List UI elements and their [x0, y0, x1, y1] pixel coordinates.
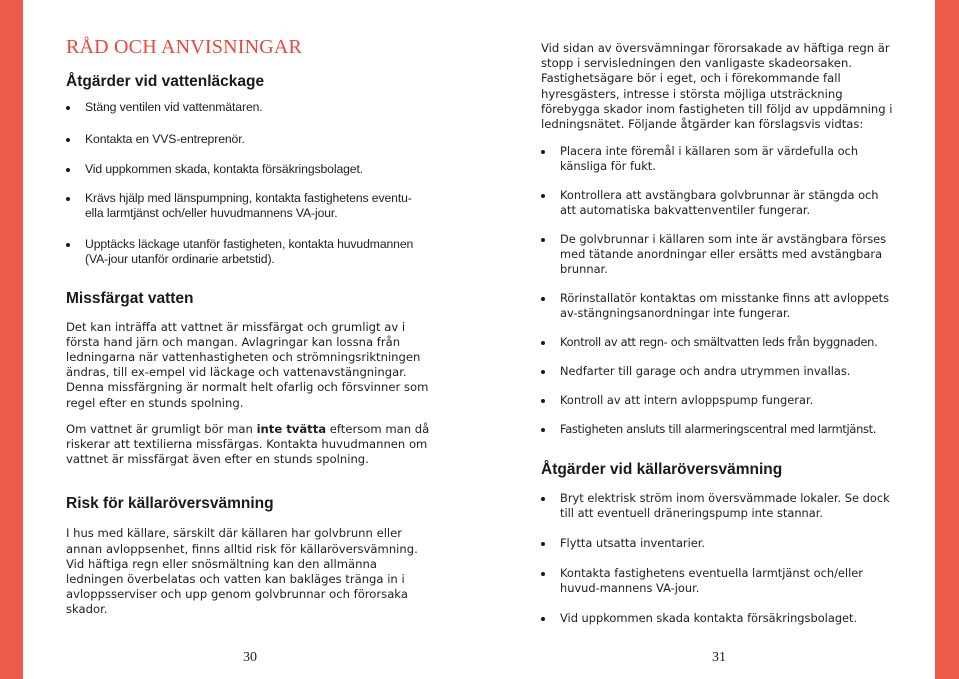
list-item: Kontakta en VVS-entreprenör. [66, 132, 436, 148]
list-item: Nedfarter till garage och andra utrymmen invallas. [541, 364, 895, 379]
flood-risk-paragraph: I hus med källare, särskilt där källaren har golvbrunn eller annan avloppsenhet, finns alltid risk för källaröversvämning. Vid häftiga regn eller snösmältning kan den allmänna ledningen överbelatas och vatten kan bakläges tränga in i avloppsserviser och upp genom golvbrunnar och förorsaka skador. [66, 526, 418, 617]
intro-paragraph: Vid sidan av översvämningar förorsakade av häftiga regn är stopp i servisledningen den vanligaste skadeorsaken. Fastighetsägare bör i eget, och i förekommande fall hyresgästers, intresse i största möjliga utsträckning förebygga skador inom fastigheten till följd av uppdämning i ledningsnätet. Följande åtgärder kan förslagsvis vidtas: [541, 41, 893, 132]
page-number-right: 31 [712, 650, 726, 665]
right-accent-bar [935, 0, 959, 679]
water-text-post: eftersom man då riskerar att textilierna missfärgas. Kontakta huvudmannen om vattnet är missfärgat även efter en stunds spolning. [66, 421, 430, 467]
list-item: Fastigheten ansluts till alarmeringscentral med larmtjänst. [541, 422, 895, 437]
flood-risk-heading: Risk för källaröversvämning [66, 495, 274, 513]
list-item: Kontrollera att avstängbara golvbrunnar är stängda och att automatiska bakvattenventiler fungerar. [541, 188, 895, 218]
list-item: Rörinstallatör kontaktas om misstanke finns att avloppets av-stängningsanordningar inte fungerar. [541, 291, 895, 321]
list-item: Vid uppkommen skada, kontakta försäkringsbolaget. [66, 162, 436, 178]
left-page [66, 36, 436, 618]
water-text-bold: inte tvätta [256, 421, 327, 436]
water-paragraph-1: Det kan inträffa att vattnet är missfärgat och grumligt av i första hand järn och mangan. Avlagringar kan lossna från ledningarna när vattenhastigheten och strömningsriktningen ändras, till ex-empel vid läckage och vattenavstängningar. Denna missfärgning är normalt helt ofarlig och försvinner som regel efter en stunds spolning. [66, 319, 429, 410]
leak-list [66, 100, 436, 268]
left-accent-bar [0, 0, 23, 679]
list-item: Bryt elektrisk ström inom översvämmade lokaler. Se dock till att eventuell dräneringspump inte stannar. [541, 491, 895, 521]
page-title: RÅD OCH ANVISNINGAR [66, 36, 303, 58]
page-number-left: 30 [243, 650, 257, 665]
water-paragraph-2 [66, 422, 436, 468]
list-item: Krävs hjälp med länspumpning, kontakta fastighetens eventu- ella larmtjänst och/eller huvudmannens VA-jour. [66, 191, 436, 222]
list-item: Kontroll av att regn- och smältvatten leds från byggnaden. [541, 335, 895, 350]
list-item: Flytta utsatta inventarier. [541, 536, 895, 551]
list-item: Kontroll av att intern avloppspump fungerar. [541, 393, 895, 408]
water-heading: Missfärgat vatten [66, 289, 194, 307]
list-item: Kontakta fastighetens eventuella larmtjänst och/eller huvud-mannens VA-jour. [541, 566, 895, 596]
right-page [541, 41, 895, 641]
list-item: Upptäcks läckage utanför fastigheten, kontakta huvudmannen (VA-jour utanför ordinarie arbetstid). [66, 237, 436, 268]
list-item: Placera inte föremål i källaren som är värdefulla och känsliga för fukt. [541, 144, 895, 174]
water-text-pre: Om vattnet är grumligt bör man [66, 421, 257, 436]
measures-list [541, 144, 895, 437]
list-item: De golvbrunnar i källaren som inte är avstängbara förses med tätande anordningar eller ersätts med avstängbara brunnar. [541, 232, 895, 277]
flood-action-heading: Åtgärder vid källaröversvämning [541, 461, 783, 479]
list-item: Stäng ventilen vid vattenmätaren. [66, 100, 436, 116]
flood-action-list [541, 491, 895, 626]
leak-heading: Åtgärder vid vattenläckage [66, 73, 265, 90]
list-item: Vid uppkommen skada kontakta försäkringsbolaget. [541, 611, 895, 626]
